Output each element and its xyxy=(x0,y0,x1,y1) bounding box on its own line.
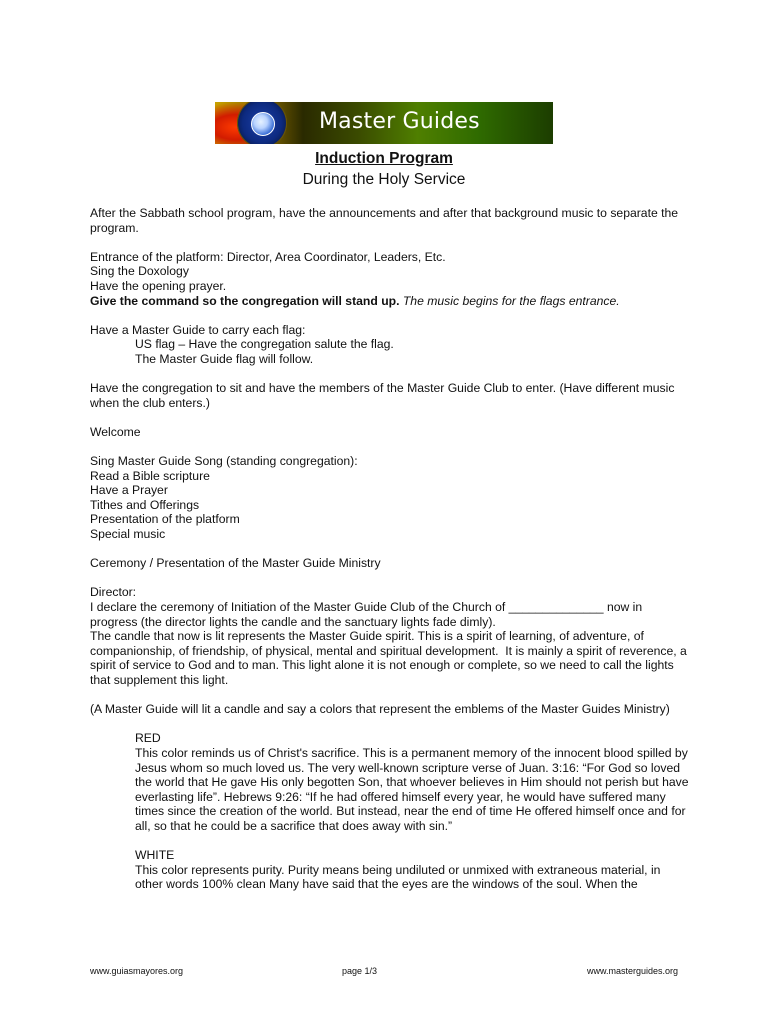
page-footer xyxy=(90,964,678,978)
stand-command-text: Give the command so the congregation will stand up. xyxy=(90,293,400,308)
director-candle-text: The candle that now is lit represents the Master Guide spirit. This is a spirit of learning, of adventure, of companionship, of friendship, of physical, mental and spiritual development. It is mainly a spirit of reverence, a spirit of service to God and to man. This light alone it is not enough or complete, so we need to call the lights that supplement this light. xyxy=(90,629,691,687)
master-guides-emblem-icon xyxy=(237,102,287,144)
ceremony-heading: Ceremony / Presentation of the Master Guide Ministry xyxy=(90,556,381,571)
page-number: page 1/3 xyxy=(342,966,378,976)
list-item: Tithes and Offerings xyxy=(90,497,200,512)
list-item: Have a Prayer xyxy=(90,483,168,498)
flags-music-note: The music begins for the flags entrance. xyxy=(402,293,620,308)
director-block xyxy=(90,585,690,687)
list-item: Special music xyxy=(90,527,166,542)
director-label: Director: xyxy=(90,585,137,600)
document-subtitle: During the Holy Service xyxy=(302,171,466,188)
globe-icon xyxy=(251,112,275,136)
red-section xyxy=(90,731,690,833)
red-text: This color reminds us of Christ's sacrifice. This is a permanent memory of the innocent blood spilled by Jesus whom so much loved us. The very well-known scripture verse of Juan. 3:16: “For God so loved the world that He gave His only begotten Son, that whoever believes in Him should not perish but have everlasting life”. Hebrews 9:26: “If he had offered himself every year, he would have suffered many times since the creation of the world. But instead, near the end of time He offered himself once and for all, so that he could be a sacrifice that does away with sin.” xyxy=(135,745,692,833)
master-guides-banner xyxy=(215,102,553,144)
entrance-line: Entrance of the platform: Director, Area Coordinator, Leaders, Etc. xyxy=(90,249,446,264)
paragraph-intro: After the Sabbath school program, have the announcements and after that background music to separate the program. xyxy=(90,206,679,235)
white-label: WHITE xyxy=(135,848,175,863)
flags-block xyxy=(90,323,690,367)
list-item: Sing Master Guide Song (standing congregation): xyxy=(90,454,358,469)
white-section xyxy=(90,848,690,892)
list-item: Presentation of the platform xyxy=(90,512,240,527)
director-declaration: I declare the ceremony of Initiation of the Master Guide Club of the Church of ______________ now in progress (the director lights the candle and the sanctuary lights fade dimly). xyxy=(90,600,646,629)
red-label: RED xyxy=(135,731,161,746)
doxology-line: Sing the Doxology xyxy=(90,264,189,279)
flags-intro: Have a Master Guide to carry each flag: xyxy=(90,322,306,337)
white-text: This color represents purity. Purity means being undiluted or unmixed with extraneous material, in other words 100% clean Many have said that the eyes are the windows of the soul. When the xyxy=(135,862,664,892)
flags-item-mg: The Master Guide flag will follow. xyxy=(135,351,314,366)
document-body xyxy=(90,206,690,892)
program-list xyxy=(90,454,690,542)
footer-left-url: www.guiasmayores.org xyxy=(90,966,184,976)
flags-item-us: US flag – Have the congregation salute the flag. xyxy=(135,337,394,352)
prayer-line: Have the opening prayer. xyxy=(90,278,227,293)
stand-command-line xyxy=(90,294,690,309)
document-title: Induction Program xyxy=(315,150,453,167)
list-item: Read a Bible scripture xyxy=(90,468,210,483)
paragraph-club-enter: Have the congregation to sit and have the members of the Master Guide Club to enter. (Have different music when the club enters.) xyxy=(90,381,675,410)
banner-title: Master Guides xyxy=(319,109,480,134)
welcome-line: Welcome xyxy=(90,424,141,439)
entrance-block xyxy=(90,250,690,308)
candle-note: (A Master Guide will lit a candle and say a colors that represent the emblems of the Master Guides Ministry) xyxy=(90,702,670,717)
footer-right-url: www.masterguides.org xyxy=(586,966,678,976)
